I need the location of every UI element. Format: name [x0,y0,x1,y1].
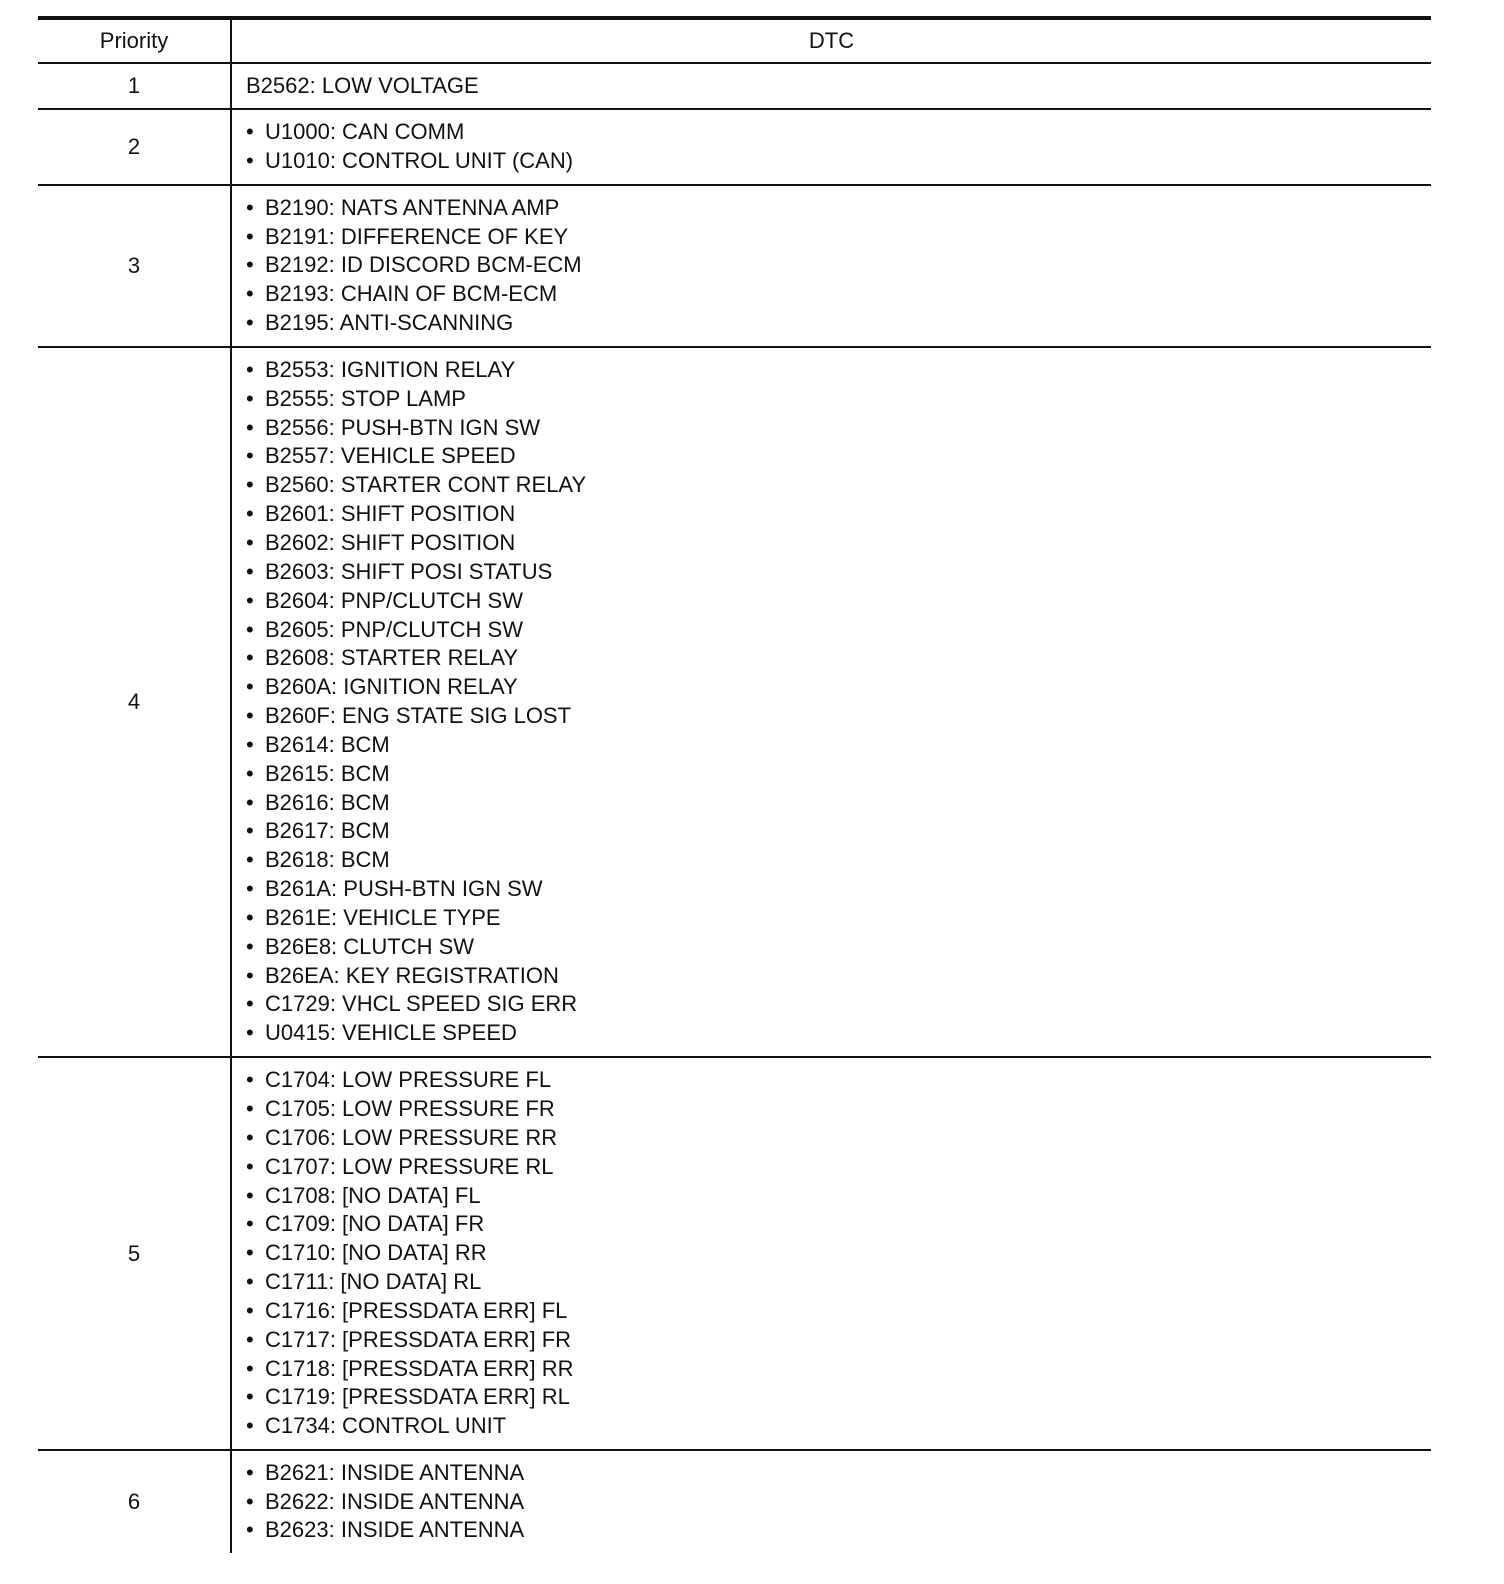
table-row [38,347,1431,1057]
dtc-list-item: • B26E8: CLUTCH SW [246,933,1431,962]
dtc-list-item: • B2190: NATS ANTENNA AMP [246,194,1431,223]
dtc-list-item: • B2618: BCM [246,846,1431,875]
dtc-list-item: • C1705: LOW PRESSURE FR [246,1095,1431,1124]
dtc-list-item: • B260F: ENG STATE SIG LOST [246,702,1431,731]
dtc-cell [231,109,1431,185]
dtc-list-item: • B2603: SHIFT POSI STATUS [246,558,1431,587]
dtc-list [246,118,1431,176]
priority-cell: 4 [38,347,231,1057]
dtc-list-item: • U1010: CONTROL UNIT (CAN) [246,147,1431,176]
dtc-list-item: • C1719: [PRESSDATA ERR] RL [246,1383,1431,1412]
dtc-priority-table [38,16,1431,1553]
priority-cell: 3 [38,185,231,347]
table-row [38,1450,1431,1553]
priority-cell: 6 [38,1450,231,1553]
header-row [38,18,1431,63]
dtc-list-item: • B2617: BCM [246,817,1431,846]
dtc-list-item: • B2553: IGNITION RELAY [246,356,1431,385]
dtc-list-item: • B2195: ANTI-SCANNING [246,309,1431,338]
dtc-list-item: • B26EA: KEY REGISTRATION [246,962,1431,991]
dtc-code: B2562: LOW VOLTAGE [246,73,479,98]
dtc-list-item: • C1707: LOW PRESSURE RL [246,1153,1431,1182]
dtc-cell [231,347,1431,1057]
dtc-list [246,1459,1431,1545]
dtc-list-item: • B2192: ID DISCORD BCM-ECM [246,251,1431,280]
dtc-cell [231,63,1431,109]
table-row [38,185,1431,347]
dtc-list-item: • B2622: INSIDE ANTENNA [246,1488,1431,1517]
dtc-list-item: • B2614: BCM [246,731,1431,760]
dtc-list-item: • U1000: CAN COMM [246,118,1431,147]
dtc-list-item: • B2557: VEHICLE SPEED [246,442,1431,471]
dtc-list-item: • B2193: CHAIN OF BCM-ECM [246,280,1431,309]
dtc-list-item: • C1711: [NO DATA] RL [246,1268,1431,1297]
priority-cell: 5 [38,1057,231,1450]
priority-cell: 1 [127,73,141,98]
dtc-cell [231,185,1431,347]
dtc-list-item: • C1718: [PRESSDATA ERR] RR [246,1355,1431,1384]
dtc-list-item: • B2621: INSIDE ANTENNA [246,1459,1431,1488]
dtc-list-item: • C1709: [NO DATA] FR [246,1210,1431,1239]
dtc-list-item: • B2191: DIFFERENCE OF KEY [246,223,1431,252]
table-row [38,109,1431,185]
dtc-column-header: DTC [231,18,1431,63]
dtc-list-item: • B2623: INSIDE ANTENNA [246,1516,1431,1545]
dtc-list-item: • B2560: STARTER CONT RELAY [246,471,1431,500]
dtc-list [246,1066,1431,1441]
dtc-list-item: • B261A: PUSH-BTN IGN SW [246,875,1431,904]
dtc-list-item: • C1706: LOW PRESSURE RR [246,1124,1431,1153]
priority-cell: 2 [38,109,231,185]
dtc-list-item: • C1729: VHCL SPEED SIG ERR [246,990,1431,1019]
dtc-list-item: • C1717: [PRESSDATA ERR] FR [246,1326,1431,1355]
dtc-list-item: • B261E: VEHICLE TYPE [246,904,1431,933]
dtc-list [246,356,1431,1048]
table-row [38,1057,1431,1450]
dtc-list-item: • C1734: CONTROL UNIT [246,1412,1431,1441]
dtc-list [246,194,1431,338]
dtc-list-item: • B2608: STARTER RELAY [246,644,1431,673]
dtc-list-item: • B260A: IGNITION RELAY [246,673,1431,702]
dtc-list-item: • B2616: BCM [246,789,1431,818]
dtc-list-item: • C1704: LOW PRESSURE FL [246,1066,1431,1095]
dtc-list-item: • B2605: PNP/CLUTCH SW [246,616,1431,645]
dtc-list-item: • B2556: PUSH-BTN IGN SW [246,414,1431,443]
dtc-list-item: • C1710: [NO DATA] RR [246,1239,1431,1268]
dtc-list-item: • B2601: SHIFT POSITION [246,500,1431,529]
dtc-cell [231,1450,1431,1553]
dtc-list-item: • B2602: SHIFT POSITION [246,529,1431,558]
table-row [38,63,1431,109]
dtc-list-item: • U0415: VEHICLE SPEED [246,1019,1431,1048]
dtc-list-item: • C1708: [NO DATA] FL [246,1182,1431,1211]
dtc-list-item: • C1716: [PRESSDATA ERR] FL [246,1297,1431,1326]
dtc-list-item: • B2615: BCM [246,760,1431,789]
dtc-cell [231,1057,1431,1450]
dtc-list-item: • B2555: STOP LAMP [246,385,1431,414]
dtc-list-item: • B2604: PNP/CLUTCH SW [246,587,1431,616]
priority-column-header: Priority [38,18,231,63]
